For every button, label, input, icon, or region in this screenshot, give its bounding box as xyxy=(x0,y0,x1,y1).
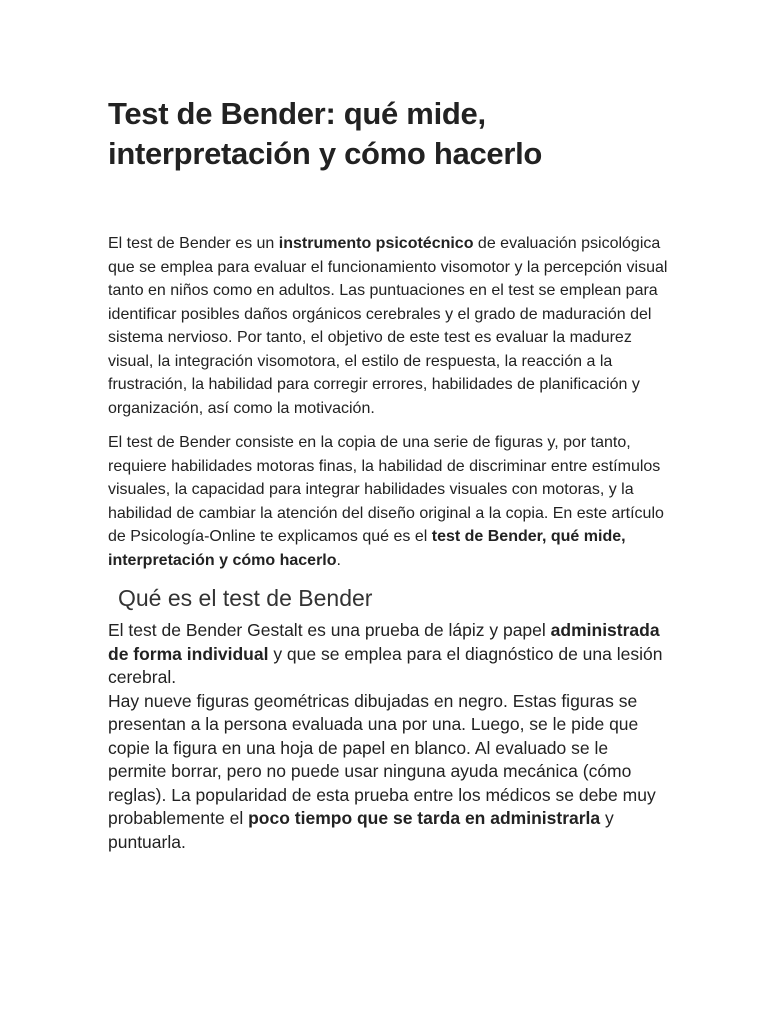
intro-p2-emphasis: test de Bender, qué mide, interpretación y cómo hacerlo xyxy=(108,528,626,569)
section-p2-text-start: Hay nueve figuras geométricas dibujadas en negro. Estas figuras se presentan a la persona evaluada una por una. Luego, se le pide que copie la figura en una hoja de papel en blanco. Al evaluado se le permite borrar, pero no puede usar ninguna ayuda mecánica (cómo reglas). La popularidad de esta prueba entre los médicos se debe muy probablemente el xyxy=(108,690,656,828)
section-paragraph-1 xyxy=(108,619,668,690)
section-p2-text-end: y puntuarla. xyxy=(108,808,614,852)
section-p2-emphasis: poco tiempo que se tarda en administrarla xyxy=(248,808,601,828)
intro-p1-emphasis: instrumento psicotécnico xyxy=(278,235,474,252)
section-paragraph-2 xyxy=(108,690,668,855)
section-p1-text-start: El test de Bender Gestalt es una prueba de lápiz y papel xyxy=(108,620,551,640)
section-heading: Qué es el test de Bender xyxy=(118,585,373,611)
section-p1-text-end: y que se emplea para el diagnóstico de una lesión cerebral. xyxy=(108,643,663,687)
intro-p2-text-start: El test de Bender consiste en la copia de una serie de figuras y, por tanto, requiere habilidades motoras finas, la habilidad de discriminar entre estímulos visuales, la capacidad para integrar habilidades visuales con motoras, y la habilidad de cambiar la atención del diseño original a la copia. En este artículo de Psicología-Online te explicamos qué es el xyxy=(108,434,664,545)
intro-paragraph-1 xyxy=(108,232,668,420)
page-title: Test de Bender: qué mide, interpretación y cómo hacerlo xyxy=(108,96,543,171)
article-intro xyxy=(108,232,668,572)
article xyxy=(108,94,668,854)
section-body xyxy=(108,619,668,854)
intro-paragraph-2 xyxy=(108,431,668,572)
intro-p1-text-end: de evaluación psicológica que se emplea para evaluar el funcionamiento visomotor y la percepción visual tanto en niños como en adultos. Las puntuaciones en el test se emplean para identificar posibles daños orgánicos cerebrales y el grado de maduración del sistema nervioso. Por tanto, el objetivo de este test es evaluar la madurez visual, la integración visomotora, el estilo de respuesta, la reacción a la frustración, la habilidad para corregir errores, habilidades de planificación y organización, así como la motivación. xyxy=(108,235,668,417)
intro-p2-text-end: . xyxy=(336,551,341,569)
section-p1-emphasis: administrada de forma individual xyxy=(108,620,660,664)
intro-p1-text-start: El test de Bender es un xyxy=(108,235,279,252)
